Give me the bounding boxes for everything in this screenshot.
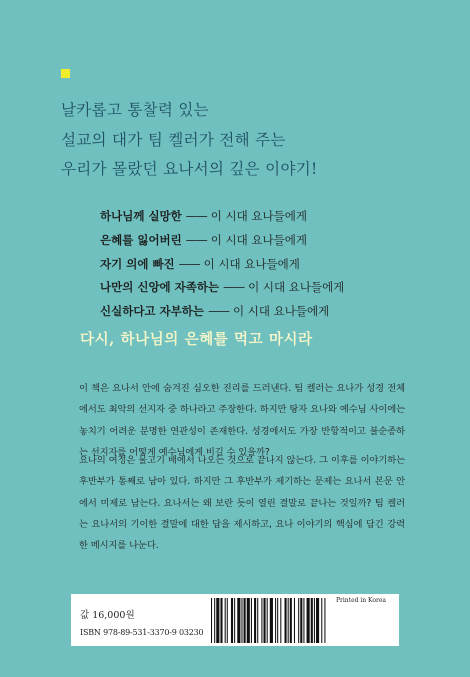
list-item <box>100 205 440 229</box>
list-item-emphasis: 신실하다고 자부하는 <box>100 304 204 319</box>
barcode-box <box>71 594 399 646</box>
description-paragraph: 이 책은 요나서 안에 숨겨진 심오한 진리를 드러낸다. 팀 켈러는 요나가 성경 전체에서도 최악의 선지자 중 하나라고 주장한다. 하지만 탕자 요나와 예수님 사이에는 놓치기 어려운 분명한 연관성이 존재한다. 성경에서도 가장 반항적이고 불순종하는 선지자를 어떻게 예수님에게 비길 수 있을까? <box>79 383 405 458</box>
barcode-bar <box>303 598 304 643</box>
barcode-bar <box>216 598 219 643</box>
headline-line: 설교의 대가 팀 켈러가 전해 주는 <box>61 130 286 149</box>
barcode-bar <box>321 598 322 643</box>
barcode-bar <box>214 598 215 643</box>
list-item <box>100 253 440 277</box>
barcode-bar <box>298 598 299 643</box>
barcode-bar <box>220 598 222 643</box>
barcode-bar <box>300 598 302 643</box>
printed-in-label: Printed in Korea <box>335 597 386 604</box>
list-item <box>100 300 440 324</box>
list-item-dash: —— <box>185 209 207 223</box>
barcode-bar <box>247 598 250 643</box>
barcode-bar <box>280 598 281 643</box>
accent-square <box>61 69 70 78</box>
barcode-bar <box>257 598 258 643</box>
list-item-dash: —— <box>207 304 229 319</box>
audience-list <box>100 205 440 324</box>
headline-line: 날카롭고 통찰력 있는 <box>61 101 209 119</box>
barcode-bar <box>285 598 287 643</box>
list-item-rest: 이 시대 요나들에게 <box>232 304 330 319</box>
barcode-bar <box>290 598 292 643</box>
barcode-bar <box>251 598 252 643</box>
list-item-rest: 이 시대 요나들에게 <box>210 209 307 223</box>
barcode-bar <box>234 598 235 643</box>
isbn-label: ISBN 978-89-531-3370-9 03230 <box>80 628 204 637</box>
barcode-bar <box>294 598 295 643</box>
list-item-emphasis: 하나님께 실망한 <box>100 209 182 223</box>
price-label: 값 16,000원 <box>80 610 135 621</box>
barcode-bar <box>241 598 242 643</box>
barcode-bar <box>277 598 278 643</box>
barcode-bar <box>314 598 315 643</box>
list-item-emphasis: 나만의 신앙에 자족하는 <box>100 280 220 295</box>
barcode-bar <box>264 598 266 643</box>
list-item-rest: 이 시대 요나들에게 <box>210 232 307 247</box>
barcode-bar <box>244 598 246 643</box>
barcode-bar <box>225 598 226 643</box>
barcode-bar <box>311 598 313 643</box>
barcode-bar <box>288 598 289 643</box>
barcode-image <box>209 598 391 643</box>
barcode-bar <box>227 598 228 643</box>
barcode-bar <box>307 598 310 643</box>
list-item-dash: —— <box>178 256 200 271</box>
list-item-rest: 이 시대 요나들에게 <box>203 256 300 271</box>
headline-line: 우리가 몰랐던 요나서의 깊은 이야기! <box>61 160 318 178</box>
list-item-emphasis: 은혜를 잃어버린 <box>100 232 182 247</box>
barcode-bar <box>267 598 268 643</box>
headline <box>61 96 441 185</box>
list-item <box>100 276 440 300</box>
barcode-bar <box>231 598 233 643</box>
subhead: 다시, 하나님의 은혜를 먹고 마시라 <box>80 331 313 348</box>
description-paragraph: 요나의 여정은 물고기 배에서 나오는 것으로 끝나지 않는다. 그 이후를 이야기하는 후반부가 통째로 남아 있다. 하지만 그 후반부가 제기하는 문제는 요나서 본문 안에서 미제로 남는다. 요나서는 왜 보란 듯이 열린 결말로 끝나는 것일까? 팀 켈러는 요나서의 기이한 결말에 대한 답을 제시하고, 요나 이야기의 핵심에 담긴 강력한 메시지를 나눈다. <box>79 455 405 552</box>
barcode-bar <box>211 598 212 643</box>
barcode-bar <box>254 598 256 643</box>
list-item-dash: —— <box>223 280 245 295</box>
barcode-bar <box>324 598 325 643</box>
list-item <box>100 229 440 253</box>
list-item-dash: —— <box>185 232 207 247</box>
list-item-rest: 이 시대 요나들에게 <box>248 280 345 295</box>
list-item-emphasis: 자기 의에 빠진 <box>100 256 175 271</box>
barcode-bar <box>237 598 240 643</box>
barcode-bar <box>275 598 276 643</box>
barcode-bar <box>270 598 273 643</box>
barcode-bar <box>316 598 319 643</box>
barcode-bar <box>261 598 262 643</box>
